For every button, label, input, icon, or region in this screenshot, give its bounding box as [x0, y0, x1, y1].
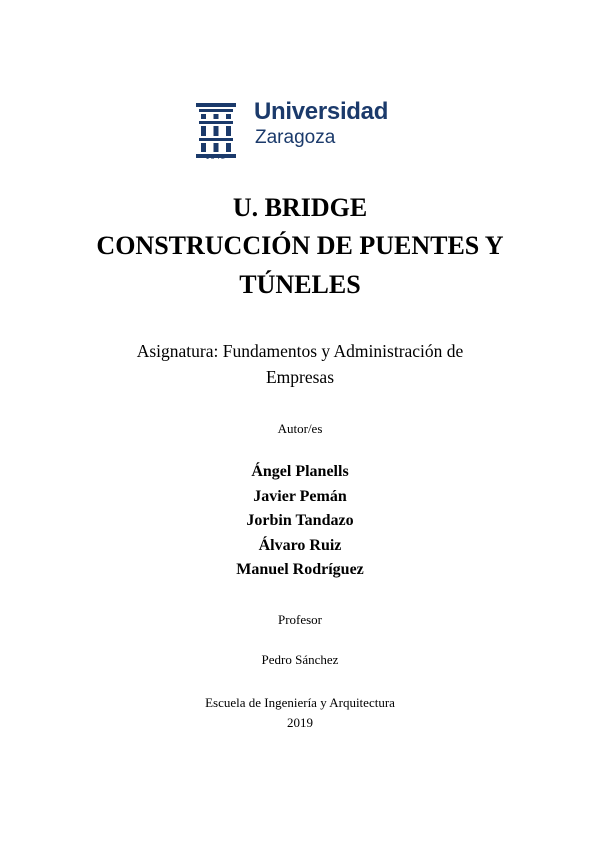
logo-year: 1542 — [205, 154, 227, 161]
author-4: Álvaro Ruiz — [258, 536, 342, 554]
professor-label: Profesor — [277, 612, 323, 627]
logo-name-line1: Universidad — [254, 98, 389, 125]
university-logo — [196, 98, 406, 164]
title-line3: TÚNELES — [239, 270, 361, 299]
school-name: Escuela de Ingeniería y Arquitectura — [205, 695, 395, 710]
professor-name: Pedro Sánchez — [261, 652, 339, 667]
author-3: Jorbin Tandazo — [246, 512, 354, 529]
title-line1: U. BRIDGE — [232, 193, 368, 222]
author-1: Ángel Planells — [251, 463, 349, 480]
document-year: 2019 — [287, 715, 313, 730]
subject-line1: Asignatura: Fundamentos y Administración de — [136, 341, 464, 361]
title-line2: CONSTRUCCIÓN DE PUENTES Y — [96, 231, 504, 260]
authors-label: Autor/es — [277, 421, 323, 436]
author-2: Javier Pemán — [253, 487, 347, 505]
logo-name-line2: Zaragoza — [255, 127, 336, 148]
author-5: Manuel Rodríguez — [236, 561, 364, 578]
subject-line2: Empresas — [265, 367, 335, 387]
